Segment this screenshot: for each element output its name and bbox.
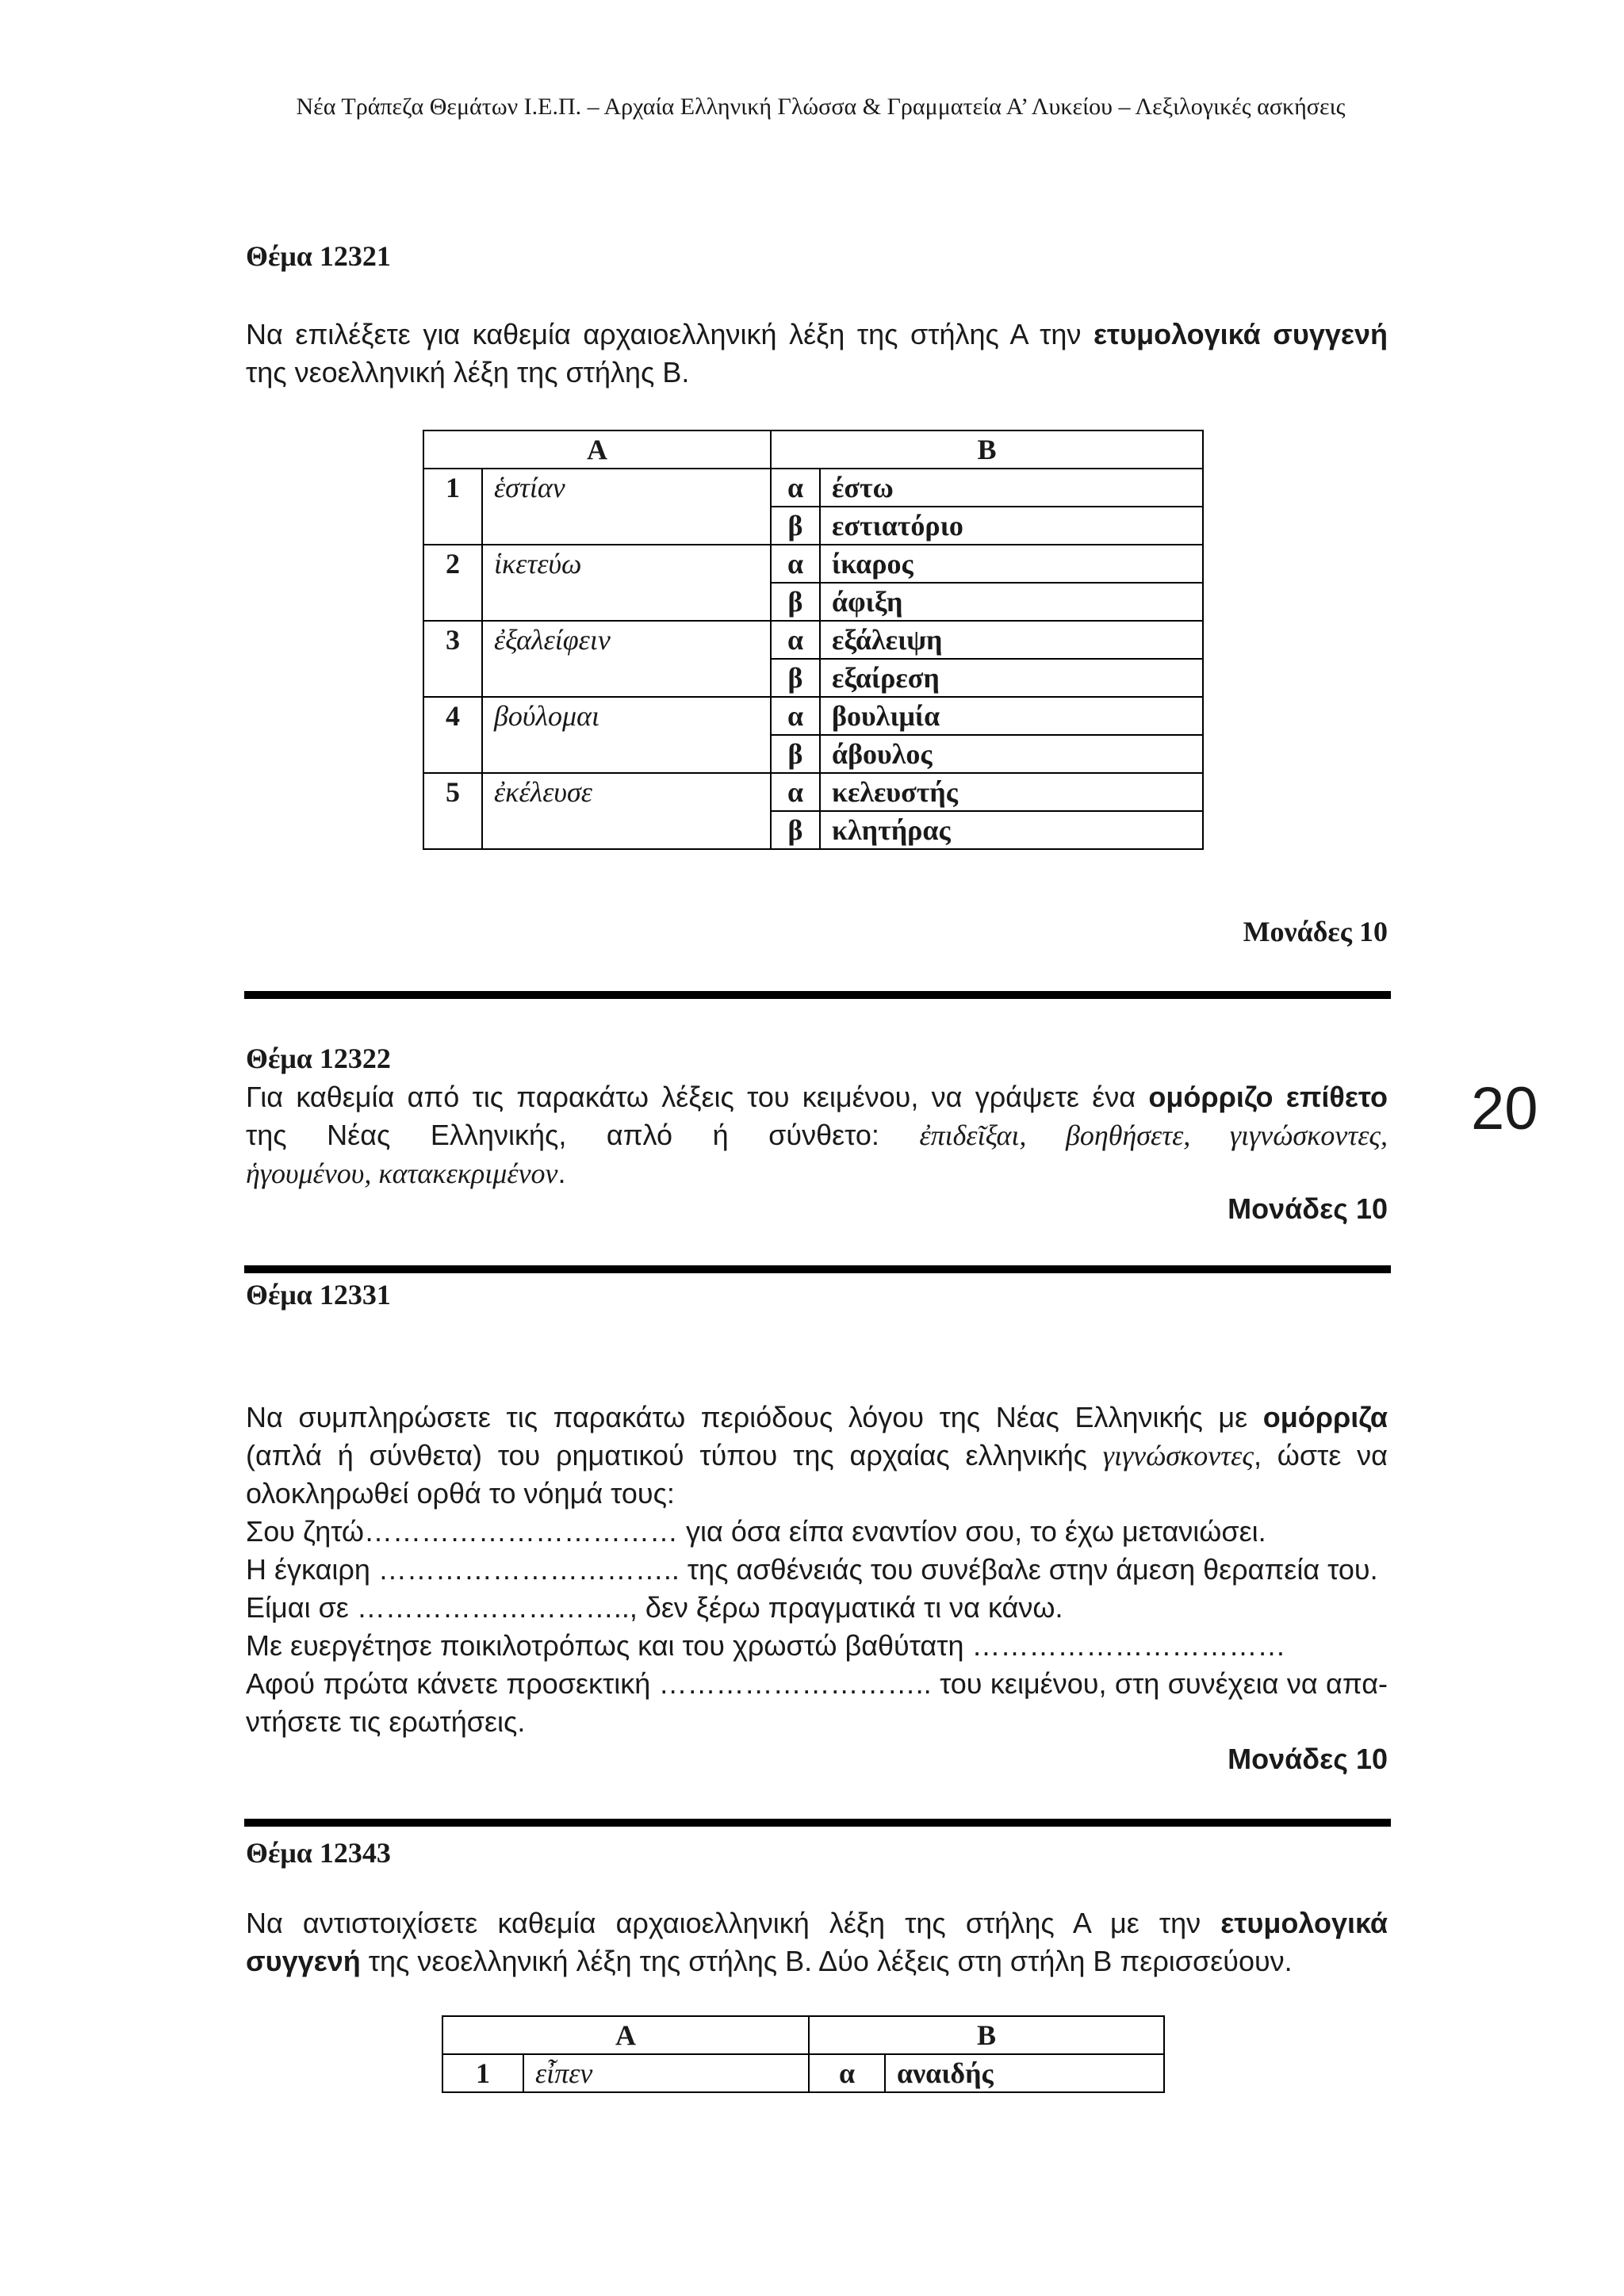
modern-word: βουλιμία — [820, 697, 1203, 735]
topic-12343-line1 — [246, 1904, 1388, 1942]
section-divider — [244, 991, 1391, 999]
page-header: Νέα Τράπεζα Θεμάτων Ι.Ε.Π. – Αρχαία Ελληνική Γλώσσα & Γραμματεία Α’ Λυκείου – Λεξιλογικές ασκήσεις — [296, 94, 1346, 120]
prompt-text: Να αντιστοιχίσετε καθεμία αρχαιοελληνική λέξη της στήλης Α με την — [246, 1907, 1221, 1939]
option-letter: α — [771, 469, 820, 507]
ancient-word: βούλομαι — [482, 697, 771, 773]
prompt-text: της Νέας Ελληνικής, απλό ή σύνθετο: — [246, 1119, 920, 1151]
table-header-row — [442, 2016, 1164, 2054]
prompt-bold: ομόρριζα — [1262, 1401, 1388, 1433]
fill-sentence-3: Είμαι σε ……………………….., δεν ξέρω πραγματικά τι να κάνω. — [246, 1591, 1063, 1624]
topic-12331-title: Θέμα 12331 — [246, 1279, 391, 1311]
option-letter: α — [771, 697, 820, 735]
prompt-bold: ετυμολογικά συγγενή — [1093, 318, 1388, 350]
prompt-text: (απλά ή σύνθετα) του ρηματικού τύπου της αρχαίας ελληνικής — [246, 1439, 1103, 1471]
topic-12331-units: Μονάδες 10 — [1228, 1743, 1388, 1775]
page-number: 20 — [1471, 1075, 1538, 1142]
table-row — [423, 697, 1203, 735]
column-b-header: Β — [771, 430, 1203, 469]
modern-word: κελευστής — [820, 773, 1203, 811]
column-b-header: Β — [809, 2016, 1164, 2054]
table-row — [423, 545, 1203, 583]
topic-12343-table — [442, 2015, 1165, 2093]
row-number: 1 — [442, 2054, 523, 2092]
prompt-bold: συγγενή — [246, 1945, 361, 1977]
column-a-header: Α — [442, 2016, 809, 2054]
topic-12331-line2 — [246, 1437, 1388, 1475]
option-letter: β — [771, 659, 820, 697]
option-letter: β — [771, 735, 820, 773]
row-number: 1 — [423, 469, 482, 545]
modern-word: εξαίρεση — [820, 659, 1203, 697]
ancient-word: ἱκετεύω — [482, 545, 771, 621]
fill-sentence-1: Σου ζητώ…………………………… για όσα είπα εναντίον σου, το έχω μετανιώσει. — [246, 1515, 1266, 1548]
modern-word: κλητήρας — [820, 811, 1203, 849]
ancient-words: ἐπιδεῖξαι, βοηθήσετε, γιγνώσκοντες, — [919, 1119, 1388, 1151]
option-letter: β — [771, 507, 820, 545]
modern-word: άφιξη — [820, 583, 1203, 621]
prompt-text: της νεοελληνική λέξη της στήλης Β. Δύο λέξεις στη στήλη Β περισσεύουν. — [360, 1945, 1293, 1977]
section-divider — [244, 1819, 1391, 1827]
option-letter: α — [771, 621, 820, 659]
topic-12321-units: Μονάδες 10 — [1243, 916, 1388, 947]
table-row — [423, 621, 1203, 659]
option-letter: β — [771, 811, 820, 849]
fill-sentence-5: Αφού πρώτα κάνετε προσεκτική ……………………….. του κειμένου, στη συνέχεια να απα- — [246, 1667, 1388, 1700]
prompt-text: . — [557, 1157, 566, 1189]
table-row — [423, 773, 1203, 811]
row-number: 2 — [423, 545, 482, 621]
topic-12322-units: Μονάδες 10 — [1228, 1192, 1388, 1225]
prompt-text: Για καθεμία από τις παρακάτω λέξεις του κειμένου, να γράψετε ένα — [246, 1081, 1149, 1113]
modern-word: αναιδής — [885, 2054, 1164, 2092]
topic-12343-title: Θέμα 12343 — [246, 1837, 391, 1869]
modern-word: εστιατόριο — [820, 507, 1203, 545]
modern-word: άβουλος — [820, 735, 1203, 773]
topic-12321-title: Θέμα 12321 — [246, 240, 391, 272]
table-row — [423, 469, 1203, 507]
prompt-text: Να συμπληρώσετε τις παρακάτω περιόδους λόγου της Νέας Ελληνικής με — [246, 1401, 1263, 1433]
prompt-bold: ομόρριζο επίθετο — [1148, 1081, 1388, 1113]
topic-12331-line3: ολοκληρωθεί ορθά το νόημά τους: — [246, 1477, 675, 1510]
modern-word: έστω — [820, 469, 1203, 507]
option-letter: α — [771, 773, 820, 811]
ancient-word: εἶπεν — [523, 2054, 809, 2092]
fill-sentence-4: Με ευεργέτησε ποικιλοτρόπως και του χρωστώ βαθύτατη …………………………… — [246, 1629, 1286, 1662]
option-letter: α — [771, 545, 820, 583]
ancient-word: ἐξαλείφειν — [482, 621, 771, 697]
prompt-text: Να επιλέξετε για καθεμία αρχαιοελληνική λέξη της στήλης Α την — [246, 318, 1094, 350]
section-divider — [244, 1265, 1391, 1273]
prompt-text: , ώστε να — [1253, 1439, 1388, 1471]
ancient-words: ἡγουμένου, κατακεκριμένον — [246, 1158, 558, 1189]
row-number: 3 — [423, 621, 482, 697]
topic-12331-line1 — [246, 1399, 1388, 1437]
topic-12343-line2 — [246, 1942, 1388, 1980]
prompt-bold: ετυμολογικά — [1220, 1907, 1388, 1939]
column-a-header: Α — [423, 430, 771, 469]
fill-sentence-5-continued: ντήσετε τις ερωτήσεις. — [246, 1705, 526, 1738]
modern-word: ίκαρος — [820, 545, 1203, 583]
topic-12322-line2 — [246, 1116, 1388, 1154]
topic-12322-title: Θέμα 12322 — [246, 1043, 391, 1074]
option-letter: α — [809, 2054, 885, 2092]
ancient-word: ἐκέλευσε — [482, 773, 771, 849]
topic-12321-prompt-line1 — [246, 316, 1388, 354]
topic-12322-line1 — [246, 1078, 1388, 1116]
ancient-word: γιγνώσκοντες — [1102, 1440, 1254, 1471]
topic-12321-prompt-line2: της νεοελληνική λέξη της στήλης Β. — [246, 356, 690, 388]
topic-12322-line3 — [246, 1154, 1388, 1192]
table-header-row — [423, 430, 1203, 469]
option-letter: β — [771, 583, 820, 621]
row-number: 4 — [423, 697, 482, 773]
topic-12321-table — [423, 430, 1204, 850]
ancient-word: ἑστίαν — [482, 469, 771, 545]
table-row — [442, 2054, 1164, 2092]
fill-sentence-2: Η έγκαιρη ………………………….. της ασθένειάς του συνέβαλε στην άμεση θεραπεία του. — [246, 1553, 1378, 1586]
modern-word: εξάλειψη — [820, 621, 1203, 659]
row-number: 5 — [423, 773, 482, 849]
